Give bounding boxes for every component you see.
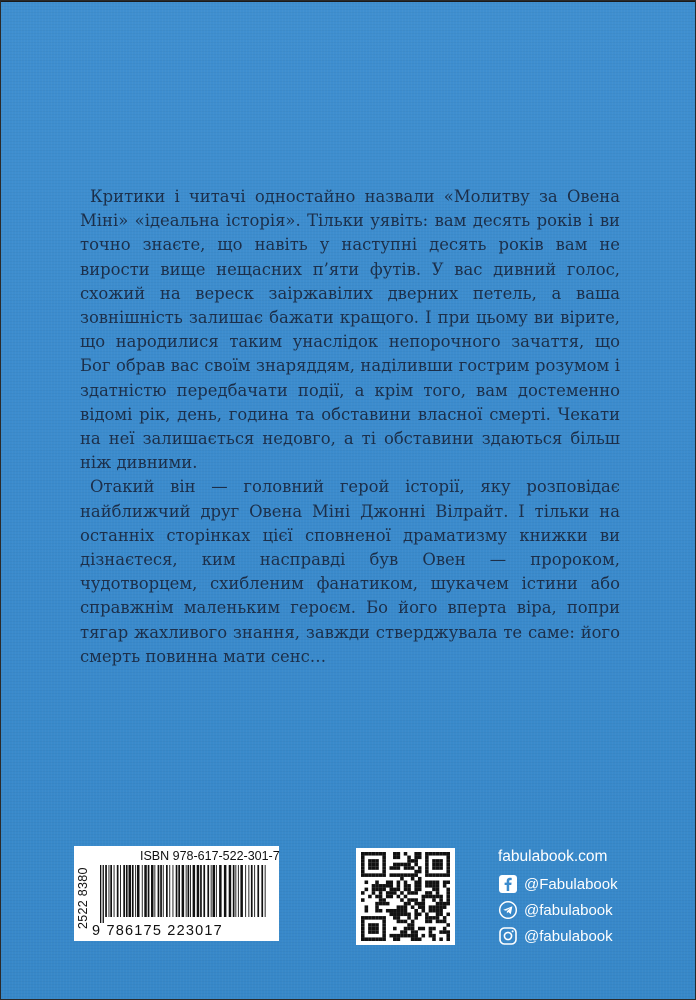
description-paragraph: Отакий він — головний герой історії, яку розповідає найближчий друг Овена Міні Джонні Вілрайт. І тільки на останніх сторінках цієї сповненої драматизму книжки ви дізнаєтеся, ким насправді був Овен — пророком, чудотворцем, схибленим фанатиком, шукачем істини або справжнім маленьким героєм. Бо його вперта віра, попри тягар жахливого знання, завжди стверджувала те саме: його смерть повинна мати сенс… (80, 477, 620, 666)
facebook-handle: @Fabulabook (524, 875, 618, 893)
telegram-handle: @fabulabook (524, 901, 613, 919)
isbn-label: ISBN 978-617-522-301-7 (140, 849, 280, 863)
qr-code-icon[interactable] (356, 848, 455, 945)
website-link[interactable]: fabulabook.com (498, 848, 608, 865)
instagram-link[interactable] (498, 925, 613, 947)
isbn-barcode (74, 846, 279, 941)
barcode-digits: 9 786175 223017 (92, 923, 223, 939)
facebook-icon (498, 874, 518, 894)
description-text (80, 185, 620, 669)
instagram-handle: @fabulabook (524, 927, 613, 945)
telegram-icon (498, 900, 518, 920)
qr-code-pattern (361, 852, 450, 941)
telegram-link[interactable] (498, 899, 613, 921)
facebook-link[interactable] (498, 873, 618, 895)
barcode-side-code: 2522 8380 (76, 867, 90, 929)
barcode-bars (98, 865, 274, 923)
description-paragraph: Критики і читачі одностайно назвали «Молитву за Овена Міні» «ідеальна історія». Тільки уявіть: вам десять років і ви точно знаєте, що навіть у наступні десять років вам не вирости вище нещасних п’яти футів. У вас дивний голос, схожий на вереск заіржавілих дверних петель, а ваша зовнішність залишає бажати кращого. І при цьому ви вірите, що народилися таким унаслідок непорочного зачаття, що Бог обрав вас своїм знаряддям, наділивши гострим розумом і здатністю передбачати події, а крім того, вам достеменно відомі рік, день, година та обставини власної смерті. Чекати на неї залишається недовго, а ті обставини здаються більш ніж дивними. (80, 187, 620, 473)
instagram-icon (498, 926, 518, 946)
